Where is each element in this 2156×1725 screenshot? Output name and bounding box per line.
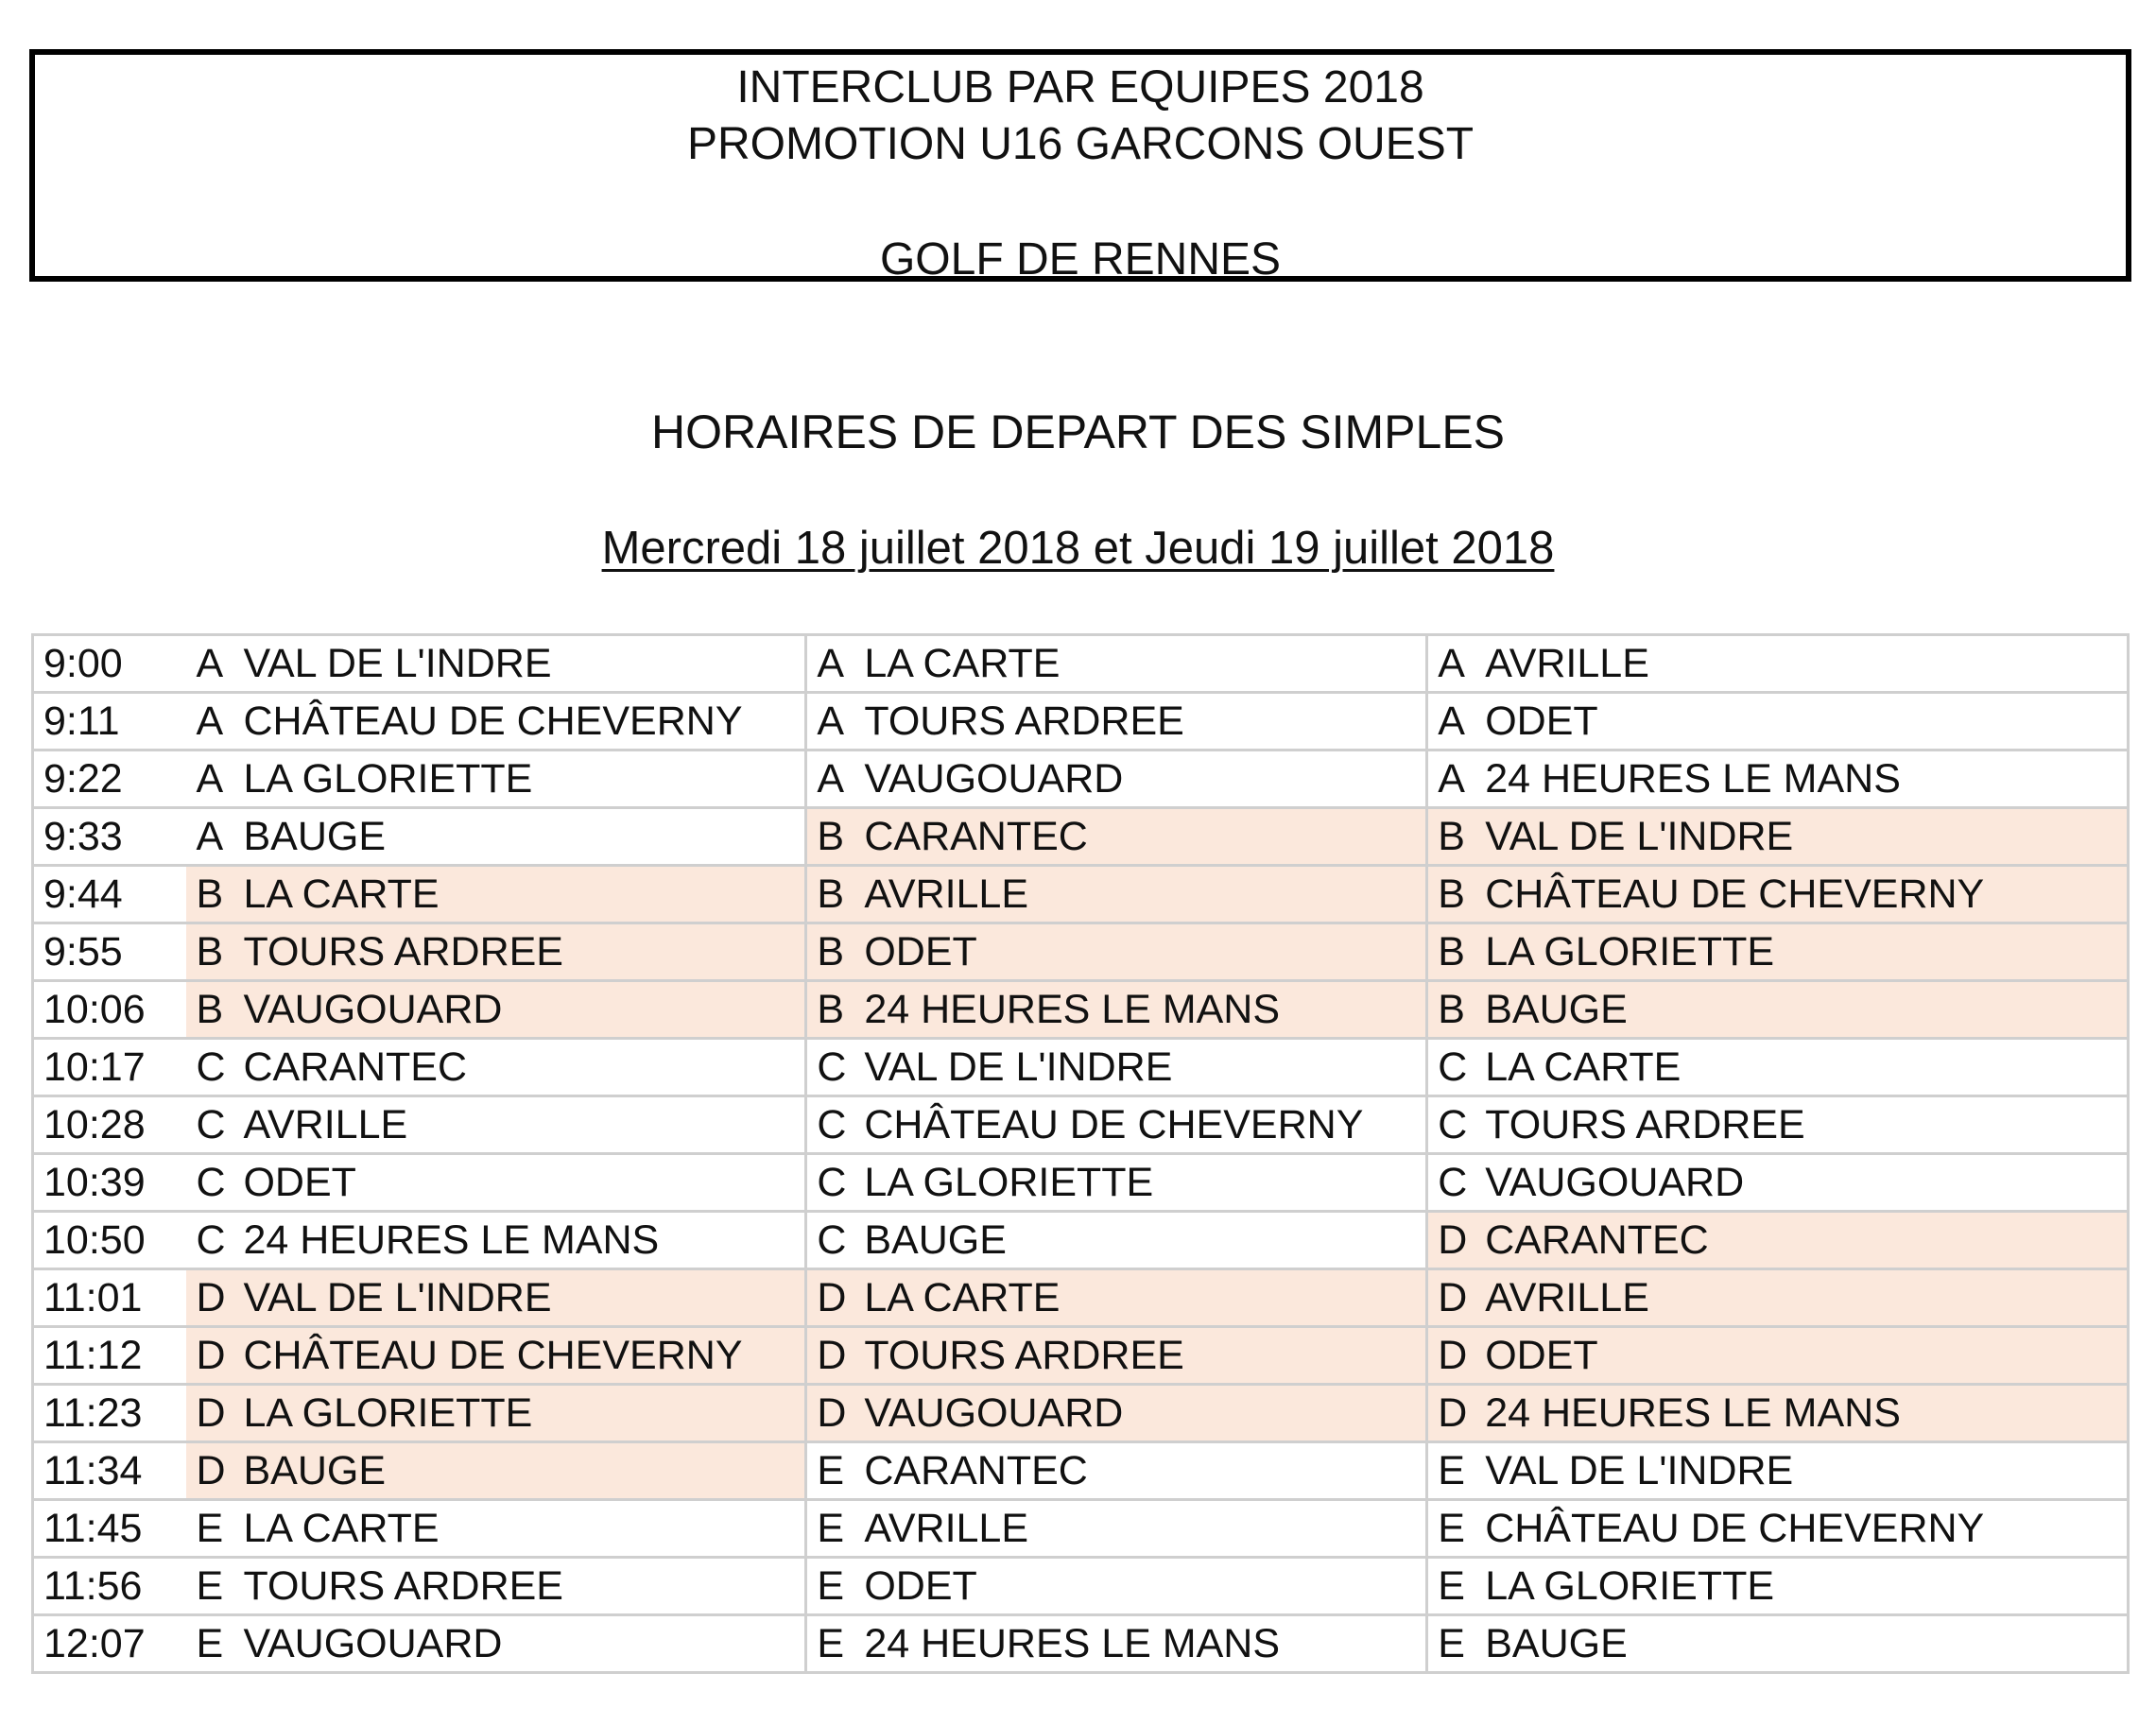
table-cell <box>186 1442 805 1500</box>
table-cell <box>1427 866 2129 923</box>
club-name: AVRILLE <box>243 1101 408 1147</box>
club-name: VAL DE L'INDRE <box>243 1274 552 1320</box>
group-letter: B <box>196 871 224 917</box>
group-letter: A <box>196 813 224 859</box>
table-cell <box>1427 1442 2129 1500</box>
table-cell <box>806 1039 1427 1096</box>
group-letter: D <box>196 1332 226 1378</box>
table-cell <box>1427 1500 2129 1558</box>
club-name: LA CARTE <box>243 1505 440 1551</box>
tee-time: 9:33 <box>33 808 187 866</box>
club-name: VAUGOUARD <box>1485 1159 1745 1205</box>
club-name: CHÂTEAU DE CHEVERNY <box>1485 1505 1985 1551</box>
table-cell <box>1427 750 2129 808</box>
table-cell <box>1427 1039 2129 1096</box>
table-cell <box>806 981 1427 1039</box>
table-row <box>33 981 2129 1039</box>
table-cell <box>806 750 1427 808</box>
table-cell <box>806 866 1427 923</box>
group-letter: E <box>817 1562 845 1609</box>
table-cell <box>1427 1154 2129 1212</box>
group-letter: C <box>817 1159 847 1205</box>
group-letter: E <box>1438 1620 1465 1666</box>
club-name: LA CARTE <box>864 640 1061 686</box>
tee-time: 9:00 <box>33 635 187 693</box>
club-name: BAUGE <box>243 1447 387 1493</box>
club-name: CARANTEC <box>243 1044 468 1090</box>
table-cell <box>806 1269 1427 1327</box>
group-letter: C <box>196 1159 226 1205</box>
club-name: 24 HEURES LE MANS <box>1485 755 1901 802</box>
table-row <box>33 1039 2129 1096</box>
group-letter: D <box>817 1332 847 1378</box>
table-cell <box>1427 1385 2129 1442</box>
club-name: CARANTEC <box>864 1447 1088 1493</box>
group-letter: C <box>196 1044 226 1090</box>
table-cell <box>1427 1327 2129 1385</box>
table-cell <box>1427 635 2129 693</box>
table-cell <box>1427 923 2129 981</box>
group-letter: E <box>196 1505 224 1551</box>
table-cell <box>1427 808 2129 866</box>
table-row <box>33 808 2129 866</box>
table-cell <box>806 1154 1427 1212</box>
table-row <box>33 1442 2129 1500</box>
club-name: AVRILLE <box>1485 640 1649 686</box>
group-letter: E <box>196 1620 224 1666</box>
club-name: LA GLORIETTE <box>1485 928 1775 975</box>
club-name: ODET <box>864 1562 977 1609</box>
club-name: 24 HEURES LE MANS <box>243 1216 660 1263</box>
group-letter: E <box>817 1505 845 1551</box>
tee-time: 9:11 <box>33 693 187 750</box>
table-cell <box>806 1500 1427 1558</box>
competition-title: INTERCLUB PAR EQUIPES 2018 <box>736 62 1424 112</box>
group-letter: D <box>817 1274 847 1320</box>
tee-time: 10:50 <box>33 1212 187 1269</box>
group-letter: D <box>196 1447 226 1493</box>
group-letter: A <box>196 640 224 686</box>
tee-time: 10:06 <box>33 981 187 1039</box>
group-letter: C <box>817 1044 847 1090</box>
table-cell <box>186 923 805 981</box>
venue-title: GOLF DE RENNES <box>879 234 1282 285</box>
table-row <box>33 866 2129 923</box>
tee-time: 11:01 <box>33 1269 187 1327</box>
tee-time: 9:44 <box>33 866 187 923</box>
group-letter: B <box>1438 928 1465 975</box>
club-name: AVRILLE <box>864 1505 1029 1551</box>
table-cell <box>186 1269 805 1327</box>
tee-time: 11:12 <box>33 1327 187 1385</box>
table-cell <box>186 1615 805 1673</box>
club-name: LA GLORIETTE <box>243 1389 533 1436</box>
table-cell <box>186 1500 805 1558</box>
table-cell <box>186 1212 805 1269</box>
table-row <box>33 1212 2129 1269</box>
group-letter: E <box>1438 1562 1465 1609</box>
club-name: 24 HEURES LE MANS <box>864 1620 1281 1666</box>
group-letter: C <box>1438 1159 1468 1205</box>
tee-time: 10:39 <box>33 1154 187 1212</box>
club-name: BAUGE <box>1485 986 1628 1032</box>
club-name: 24 HEURES LE MANS <box>864 986 1281 1032</box>
group-letter: A <box>817 640 845 686</box>
table-row <box>33 1269 2129 1327</box>
club-name: VAUGOUARD <box>243 986 503 1032</box>
group-letter: D <box>1438 1389 1468 1436</box>
table-cell <box>186 866 805 923</box>
group-letter: B <box>817 986 845 1032</box>
tee-time: 9:55 <box>33 923 187 981</box>
group-letter: C <box>196 1216 226 1263</box>
table-row <box>33 693 2129 750</box>
table-cell <box>186 1039 805 1096</box>
club-name: LA CARTE <box>864 1274 1061 1320</box>
tee-time: 10:28 <box>33 1096 187 1154</box>
table-cell <box>1427 981 2129 1039</box>
table-cell <box>806 1327 1427 1385</box>
club-name: LA GLORIETTE <box>864 1159 1154 1205</box>
table-cell <box>186 1327 805 1385</box>
table-cell <box>806 1096 1427 1154</box>
table-row <box>33 1558 2129 1615</box>
table-cell <box>186 1385 805 1442</box>
table-cell <box>186 1096 805 1154</box>
club-name: AVRILLE <box>864 871 1029 917</box>
table-cell <box>186 808 805 866</box>
table-cell <box>806 1442 1427 1500</box>
group-letter: B <box>196 986 224 1032</box>
table-row <box>33 1385 2129 1442</box>
table-cell <box>1427 1558 2129 1615</box>
group-letter: A <box>196 755 224 802</box>
table-row <box>33 750 2129 808</box>
club-name: LA CARTE <box>243 871 440 917</box>
club-name: LA CARTE <box>1485 1044 1682 1090</box>
group-letter: D <box>1438 1332 1468 1378</box>
club-name: AVRILLE <box>1485 1274 1649 1320</box>
table-row <box>33 1154 2129 1212</box>
table-cell <box>186 693 805 750</box>
group-letter: A <box>1438 755 1465 802</box>
club-name: CHÂTEAU DE CHEVERNY <box>243 698 743 744</box>
table-cell <box>186 1154 805 1212</box>
table-cell <box>1427 1212 2129 1269</box>
table-cell <box>806 1615 1427 1673</box>
club-name: 24 HEURES LE MANS <box>1485 1389 1901 1436</box>
date-line: Mercredi 18 juillet 2018 et Jeudi 19 juillet 2018 <box>601 523 1555 574</box>
club-name: ODET <box>1485 698 1598 744</box>
table-cell <box>806 693 1427 750</box>
tee-time: 11:56 <box>33 1558 187 1615</box>
club-name: LA GLORIETTE <box>1485 1562 1775 1609</box>
table-row <box>33 1615 2129 1673</box>
header-box <box>29 49 2131 285</box>
group-letter: A <box>817 698 845 744</box>
group-letter: B <box>817 813 845 859</box>
club-name: BAUGE <box>864 1216 1007 1263</box>
club-name: TOURS ARDREE <box>243 928 563 975</box>
table-cell <box>1427 1096 2129 1154</box>
club-name: VAUGOUARD <box>243 1620 503 1666</box>
club-name: VAUGOUARD <box>864 1389 1124 1436</box>
group-letter: B <box>196 928 224 975</box>
tee-time-table <box>31 633 2130 1674</box>
group-letter: A <box>1438 698 1465 744</box>
group-letter: C <box>196 1101 226 1147</box>
table-cell <box>806 1558 1427 1615</box>
tee-time: 12:07 <box>33 1615 187 1673</box>
group-letter: B <box>817 871 845 917</box>
group-letter: A <box>196 698 224 744</box>
group-letter: C <box>817 1216 847 1263</box>
tee-time: 10:17 <box>33 1039 187 1096</box>
group-letter: A <box>817 755 845 802</box>
table-cell <box>1427 693 2129 750</box>
club-name: TOURS ARDREE <box>864 1332 1184 1378</box>
club-name: ODET <box>864 928 977 975</box>
section-title: HORAIRES DE DEPART DES SIMPLES <box>650 405 1506 458</box>
table-cell <box>186 1558 805 1615</box>
club-name: BAUGE <box>243 813 387 859</box>
group-letter: E <box>1438 1505 1465 1551</box>
group-letter: C <box>817 1101 847 1147</box>
club-name: VAL DE L'INDRE <box>1485 1447 1794 1493</box>
group-letter: E <box>196 1562 224 1609</box>
table-cell <box>186 750 805 808</box>
table-cell <box>186 635 805 693</box>
club-name: CARANTEC <box>1485 1216 1709 1263</box>
division-title: PROMOTION U16 GARCONS OUEST <box>686 119 1475 169</box>
table-cell <box>186 981 805 1039</box>
group-letter: D <box>196 1389 226 1436</box>
table-row <box>33 1096 2129 1154</box>
club-name: VAL DE L'INDRE <box>1485 813 1794 859</box>
club-name: LA GLORIETTE <box>243 755 533 802</box>
table-cell <box>1427 1615 2129 1673</box>
group-letter: B <box>817 928 845 975</box>
group-letter: B <box>1438 871 1465 917</box>
tee-time: 11:45 <box>33 1500 187 1558</box>
group-letter: D <box>196 1274 226 1320</box>
group-letter: D <box>1438 1274 1468 1320</box>
table-row <box>33 1327 2129 1385</box>
club-name: BAUGE <box>1485 1620 1628 1666</box>
club-name: VAL DE L'INDRE <box>243 640 552 686</box>
club-name: CHÂTEAU DE CHEVERNY <box>243 1332 743 1378</box>
group-letter: B <box>1438 986 1465 1032</box>
group-letter: C <box>1438 1044 1468 1090</box>
table-row <box>33 1500 2129 1558</box>
group-letter: E <box>817 1447 845 1493</box>
club-name: CARANTEC <box>864 813 1088 859</box>
club-name: VAL DE L'INDRE <box>864 1044 1173 1090</box>
tee-time: 11:34 <box>33 1442 187 1500</box>
group-letter: B <box>1438 813 1465 859</box>
table-cell <box>806 1385 1427 1442</box>
group-letter: C <box>1438 1101 1468 1147</box>
club-name: TOURS ARDREE <box>1485 1101 1805 1147</box>
club-name: VAUGOUARD <box>864 755 1124 802</box>
table-cell <box>806 1212 1427 1269</box>
group-letter: D <box>1438 1216 1468 1263</box>
club-name: ODET <box>243 1159 356 1205</box>
tee-time: 9:22 <box>33 750 187 808</box>
group-letter: E <box>817 1620 845 1666</box>
table-cell <box>806 635 1427 693</box>
club-name: TOURS ARDREE <box>864 698 1184 744</box>
table-cell <box>1427 1269 2129 1327</box>
table-row <box>33 923 2129 981</box>
group-letter: D <box>817 1389 847 1436</box>
group-letter: E <box>1438 1447 1465 1493</box>
table-cell <box>806 808 1427 866</box>
club-name: ODET <box>1485 1332 1598 1378</box>
table-cell <box>806 923 1427 981</box>
tee-time: 11:23 <box>33 1385 187 1442</box>
club-name: TOURS ARDREE <box>243 1562 563 1609</box>
group-letter: A <box>1438 640 1465 686</box>
club-name: CHÂTEAU DE CHEVERNY <box>1485 871 1985 917</box>
table-row <box>33 635 2129 693</box>
club-name: CHÂTEAU DE CHEVERNY <box>864 1101 1364 1147</box>
